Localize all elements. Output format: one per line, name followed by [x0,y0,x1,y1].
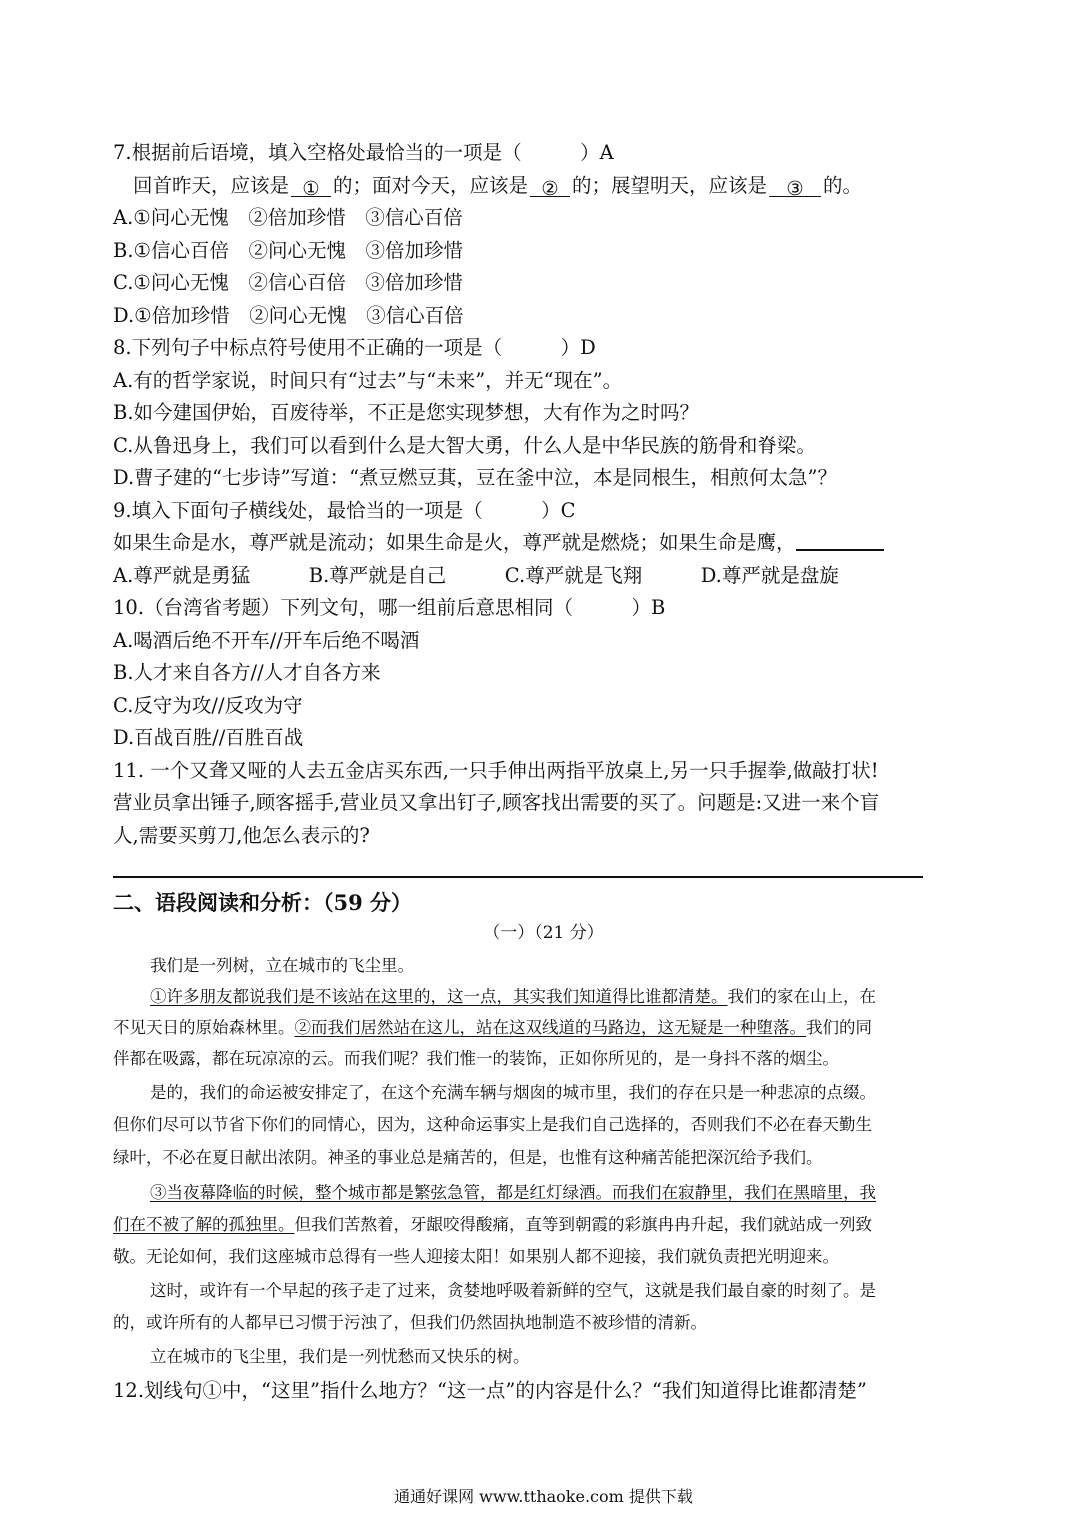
q11-line-2: 营业员拿出锤子,顾客摇手,营业员又拿出钉子,顾客找出需要的买了。问题是:又进一来个盲 [113,791,880,814]
passage-text: 不见天日的原始森林里。 [113,1018,295,1037]
q7-context [133,173,862,199]
passage-line: 这时，或许有一个早起的孩子走了过来，贪婪地呼吸着新鲜的空气，这就是我们最自豪的时刻了。是 [150,1281,876,1300]
q12-stem: 12.划线句①中，“这里”指什么地方？“这一点”的内容是什么？“我们知道得比谁都清楚” [113,1379,867,1402]
passage-text: 但我们苦熬着，牙龈咬得酸痛，直等到朝霞的彩旗冉冉升起，我们就站成一列致 [294,1215,872,1234]
q9-sentence-row [113,530,884,556]
answer-line [113,876,923,878]
underlined-sentence-2: ②而我们居然站在这儿，站在这双线道的马路边，这无疑是一种堕落。 [294,1018,806,1037]
q7-context-part: 的；面对今天，应该是 [333,174,529,197]
section-subtitle: （一）（21 分） [483,923,604,943]
q7-blank-2: ② [530,176,570,197]
q7-context-part: 回首昨天，应该是 [133,174,290,197]
section-title: 二、语段阅读和分析：（59 分） [113,890,413,915]
q7-option-a: A.①问心无愧 ②倍加珍惜 ③信心百倍 [113,206,463,229]
passage-line: 的，或许所有的人都早已习惯于污浊了，但我们仍然固执地制造不被珍惜的清新。 [113,1313,707,1332]
passage-text: 我们的同 [806,1018,872,1037]
passage-text: 我们的家在山上，在 [727,987,876,1006]
passage-line [150,1181,876,1205]
q7-option-b: B.①信心百倍 ②问心无愧 ③倍加珍惜 [113,239,464,262]
q8-stem: 8.下列句子中标点符号使用不正确的一项是（ ）D [113,336,596,359]
underlined-sentence-3-cont: 们在不被了解的孤独里。 [113,1215,295,1234]
q7-blank-3: ③ [769,176,821,197]
q10-stem: 10.（台湾省考题）下列文句，哪一组前后意思相同（ ）B [113,596,666,619]
q7-option-d: D.①倍加珍惜 ②问心无愧 ③信心百倍 [113,304,464,327]
passage-line: 绿叶，不必在夏日献出浓阴。神圣的事业总是痛苦的，但是，也惟有这种痛苦能把深沉给予我们。 [113,1148,823,1167]
q7-stem: 7.根据前后语境，填入空格处最恰当的一项是（ ）A [113,141,614,164]
passage-line: 我们是一列树，立在城市的飞尘里。 [150,956,414,975]
q10-option-b: B.人才来自各方//人才自各方来 [113,661,381,684]
passage-line [113,1016,872,1040]
q7-context-part: 的。 [823,174,863,197]
q9-answer-blank [796,531,884,551]
passage-line: 立在城市的飞尘里，我们是一列忧愁而又快乐的树。 [150,1347,530,1366]
footer: 通通好课网 www.tthaoke.com 提供下载 [394,1487,693,1506]
q8-option-d: D.曹子建的“七步诗”写道：“煮豆燃豆萁，豆在釜中泣，本是同根生，相煎何太急”？ [113,466,838,489]
passage-line [113,1213,872,1237]
q7-blank-1: ① [291,176,331,197]
q9-options: A.尊严就是勇猛 B.尊严就是自己 C.尊严就是飞翔 D.尊严就是盘旋 [113,564,839,587]
passage-line: 但你们尽可以节省下你们的同情心，因为，这种命运事实上是我们自己选择的，否则我们不必在春天勤生 [113,1115,872,1134]
q11-line-1: 11. 一个又聋又哑的人去五金店买东西,一只手伸出两指平放桌上,另一只手握拳,做敲打状! [113,759,879,782]
q9-sentence: 如果生命是水，尊严就是流动；如果生命是火，尊严就是燃烧；如果生命是鹰， [113,531,796,554]
q8-option-a: A.有的哲学家说，时间只有“过去”与“未来”，并无“现在”。 [113,369,623,392]
q8-option-c: C.从鲁迅身上，我们可以看到什么是大智大勇，什么人是中华民族的筋骨和脊梁。 [113,434,816,457]
underlined-sentence-1: ①许多朋友都说我们是不该站在这里的，这一点，其实我们知道得比谁都清楚。 [150,987,728,1006]
passage-line: 敬。无论如何，我们这座城市总得有一些人迎接太阳！如果别人都不迎接，我们就负责把光明迎来。 [113,1247,839,1266]
q11-line-3: 人,需要买剪刀,他怎么表示的? [113,824,370,847]
q8-option-b: B.如今建国伊始，百废待举，不正是您实现梦想，大有作为之时吗？ [113,401,700,424]
q10-option-d: D.百战百胜//百胜百战 [113,726,304,749]
q7-context-part: 的；展望明天，应该是 [572,174,768,197]
q9-stem: 9.填入下面句子横线处，最恰当的一项是（ ）C [113,499,576,522]
passage-line: 伴都在吸露，都在玩凉凉的云。而我们呢？我们惟一的装饰，正如你所见的，是一身抖不落的烟尘。 [113,1049,839,1068]
passage-line [150,985,876,1009]
underlined-sentence-3: ③当夜幕降临的时候，整个城市都是繁弦急管，都是红灯绿酒。而我们在寂静里，我们在黑暗里，我 [150,1183,876,1202]
q10-option-c: C.反守为攻//反攻为守 [113,694,303,717]
q10-option-a: A.喝酒后绝不开车//开车后绝不喝酒 [113,629,420,652]
q7-option-c: C.①问心无愧 ②信心百倍 ③倍加珍惜 [113,271,463,294]
passage-line: 是的，我们的命运被安排定了，在这个充满车辆与烟囱的城市里，我们的存在只是一种悲凉的点缀。 [150,1083,876,1102]
